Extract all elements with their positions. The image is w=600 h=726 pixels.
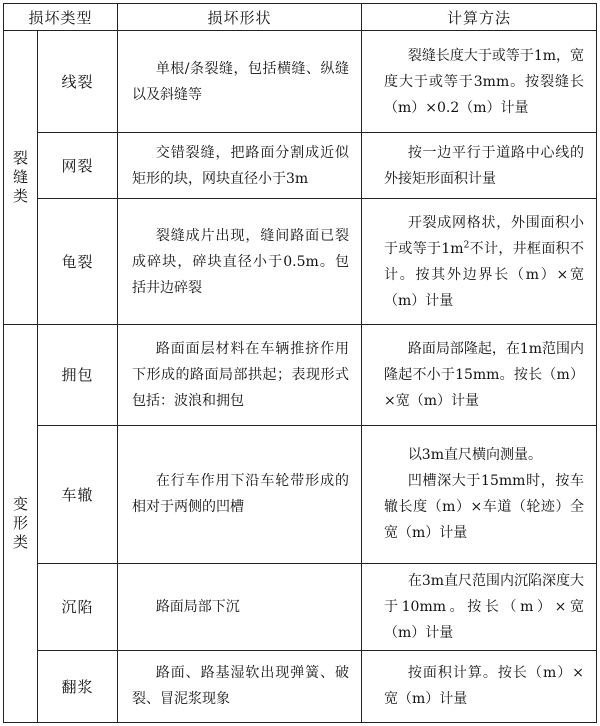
calc-method: 按面积计算。按长（m）×宽（m）计量 [362,650,597,722]
damage-description: 裂缝成片出现，缝间路面已裂成碎块，碎块直径小于0.5m。包括井边碎裂 [118,199,362,325]
damage-table [3,3,597,723]
table-row [4,325,597,425]
damage-description: 路面面层材料在车辆推挤作用下形成的路面局部拱起；表现形式包括：波浪和拥包 [118,325,362,425]
calc-method: 裂缝长度大于或等于1m，宽度大于或等于3mm。按裂缝长（m）×0.2（m）计量 [362,31,597,133]
table-row [4,31,597,133]
header-damage-type: 损坏类型 [4,4,118,31]
table-row [4,563,597,650]
table-row [4,199,597,325]
category-cell-deformation [4,325,38,723]
damage-description: 在行车作用下沿车轮带形成的相对于两侧的凹槽 [118,425,362,563]
category-label: 裂缝类 [12,149,28,206]
table-row [4,650,597,722]
calc-method: 以3m直尺横向测量。 凹槽深大于15mm时，按车辙长度（m）×车道（轮迹）全宽（m）计量 [362,425,597,563]
header-calc-method: 计算方法 [362,4,597,31]
damage-type: 沉陷 [38,563,118,650]
calc-method: 路面局部隆起，在1m范围内隆起不小于15mm。按长（m）×宽（m）计量 [362,325,597,425]
calc-method: 开裂成网格状，外围面积小于或等于$1m^2$不计，井框面积不计。按其外边界长（m）×宽（m）计量 [362,199,597,325]
damage-type: 线裂 [38,31,118,133]
damage-type: 拥包 [38,325,118,425]
calc-method: 在3m直尺范围内沉陷深度大于10mm。按长（m）×宽（m）计量 [362,563,597,650]
damage-type: 龟裂 [38,199,118,325]
category-cell-crack [4,31,38,325]
damage-type: 翻浆 [38,650,118,722]
damage-type: 网裂 [38,133,118,199]
calc-method: 按一边平行于道路中心线的外接矩形面积计量 [362,133,597,199]
damage-description: 交错裂缝，把路面分割成近似矩形的块，网块直径小于3m [118,133,362,199]
table-row [4,425,597,563]
header-damage-shape: 损坏形状 [118,4,362,31]
damage-type: 车辙 [38,425,118,563]
damage-description: 路面局部下沉 [118,563,362,650]
header-row [4,4,597,31]
damage-description: 单根/条裂缝，包括横缝、纵缝以及斜缝等 [118,31,362,133]
damage-description: 路面、路基湿软出现弹簧、破裂、冒泥浆现象 [118,650,362,722]
category-label: 变形类 [12,495,28,552]
table-row [4,133,597,199]
